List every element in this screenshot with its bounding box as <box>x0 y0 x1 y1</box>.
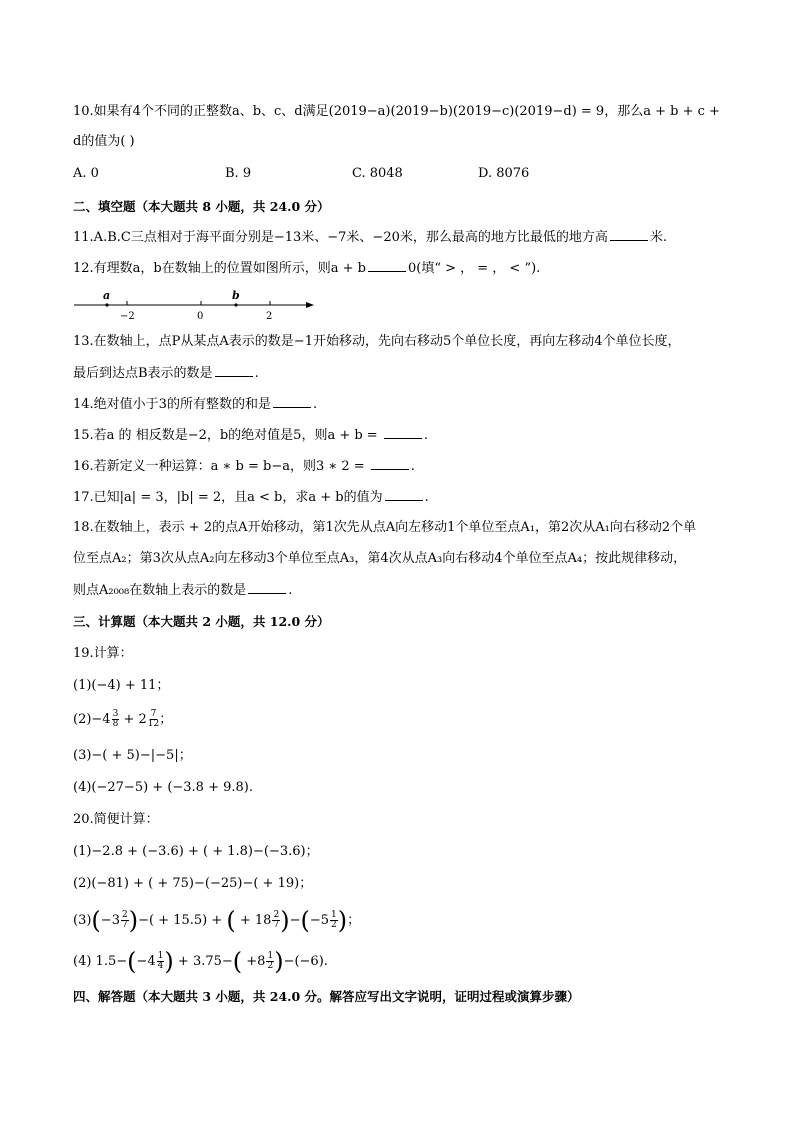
fraction-num: 1 <box>267 951 274 961</box>
paren: ( <box>127 947 137 976</box>
q11-blank <box>610 228 648 241</box>
tick-label-0: 0 <box>197 311 204 322</box>
fraction-den: 7 <box>273 920 280 930</box>
q15-blank <box>384 426 422 439</box>
fraction-num: 3 <box>112 709 119 719</box>
fraction-den: 2 <box>267 961 274 971</box>
tick-label-neg2: −2 <box>120 311 135 322</box>
q10-line1: 10.如果有4个不同的正整数a、b、c、d满足(2019−a)(2019−b)(2019−c)(2019−d) = 9，那么a + b + c + <box>73 104 720 119</box>
q19-title: 19.计算： <box>73 646 133 661</box>
q20-title: 20.简便计算： <box>73 812 159 827</box>
fraction-num: 1 <box>157 951 164 961</box>
fraction-num: 1 <box>331 910 337 920</box>
q11-text: 11.A.B.C三点相对于海平面分别是−13米、−7米、−20米，那么最高的地方比最低的地方高 <box>73 230 608 245</box>
fraction-den: 7 <box>121 920 128 930</box>
q20-part3-c: −( + 15.5) + <box>138 913 227 928</box>
q20-part1: (1)−2.8 + (−3.6) + ( + 1.8)−(−3.6)； <box>73 844 319 859</box>
q19-part2-a: (2)−4 <box>73 712 111 727</box>
q18-blank <box>248 581 286 594</box>
fraction-den: 4 <box>157 961 164 971</box>
q19-part4: (4)(−27−5) + (−3.8 + 9.8). <box>73 780 253 795</box>
q16 <box>73 457 415 476</box>
paren: ) <box>128 906 139 935</box>
section-title-answers: 四、解答题（本大题共 3 小题，共 24.0 分。解答应写出文字说明，证明过程或演算步骤） <box>73 989 580 1004</box>
q10-option-c: C. 8048 <box>352 166 403 181</box>
q17 <box>73 488 429 507</box>
fraction-num: 7 <box>150 709 157 719</box>
paren: ( <box>226 906 236 935</box>
q20-part4-b: −4 <box>136 954 156 969</box>
q14-blank <box>273 395 311 408</box>
q12-suffix: 0(填“ > ， = ， < ”). <box>407 261 541 276</box>
q20-part4-e: −(−6). <box>283 954 328 969</box>
q20-part3-a: (3) <box>73 913 92 928</box>
q17-blank <box>385 488 423 501</box>
q18-text: 则点A₂₀₀₈在数轴上表示的数是 <box>73 583 247 598</box>
q18-suffix: . <box>288 583 293 598</box>
q16-suffix: . <box>410 459 415 474</box>
q12-text: 12.有理数a，b在数轴上的位置如图所示，则a + b <box>73 261 366 276</box>
label-b: b <box>232 289 240 302</box>
q20-part4-a: (4) 1.5− <box>73 954 128 969</box>
q20-part3-d: + 18 <box>235 913 272 928</box>
q19-part3: (3)−( + 5)−|−5|； <box>73 748 192 763</box>
q19-part1: (1)(−4) + 11； <box>73 678 170 693</box>
q11 <box>73 228 667 247</box>
q14 <box>73 395 317 414</box>
q14-suffix: . <box>312 397 318 412</box>
q13-text: 最后到达点B表示的数是 <box>73 366 213 381</box>
point-a <box>105 303 108 306</box>
q12 <box>73 259 540 278</box>
q18-line2: 位至点A₂；第3次从点A₂向左移动3个单位至点A₃，第4次从点A₃向右移动4个单位至点A₄；按此规律移动， <box>73 551 687 566</box>
q15-text: 15.若a 的 相反数是−2，b的绝对值是5，则a + b = <box>73 428 382 443</box>
fraction-num: 2 <box>273 910 280 920</box>
paren: ( <box>91 906 101 935</box>
q18-line3 <box>73 581 292 600</box>
q16-blank <box>371 457 409 470</box>
q16-text: 16.若新定义一种运算：a ∗ b = b−a，则3 ∗ 2 = <box>73 459 369 474</box>
q11-suffix: 米. <box>649 230 668 245</box>
q17-text: 17.已知|a| = 3，|b| = 2，且a < b，求a + b的值为 <box>73 490 383 505</box>
q10-option-a: A. 0 <box>73 166 99 181</box>
q10-option-b: B. 9 <box>225 166 252 181</box>
paren: ) <box>274 947 284 976</box>
q20-part4 <box>73 947 328 976</box>
number-line-figure <box>70 288 320 322</box>
paren: ( <box>232 947 243 976</box>
section-title-calculation: 三、计算题（本大题共 2 小题，共 12.0 分） <box>73 614 330 629</box>
q14-text: 14.绝对值小于3的所有整数的和是 <box>73 397 271 412</box>
q13-line1: 13.在数轴上，点P从某点A表示的数是−1开始移动，先向右移动5个单位长度，再向左移动4个单位长度， <box>73 334 681 349</box>
fraction <box>121 911 129 930</box>
q20-part2: (2)(−81) + ( + 75)−(−25)−( + 19)； <box>73 876 313 891</box>
q18-line1: 18.在数轴上，表示 + 2的点A开始移动，第1次先从点A向左移动1个单位至点A₁，第2次从A₁向右移动2个单 <box>73 520 697 535</box>
tick-label-2: 2 <box>266 311 273 322</box>
q20-part3-e: − <box>289 913 301 928</box>
q20-part3-h: ； <box>347 913 361 928</box>
q19-part2 <box>73 710 172 729</box>
paren: ( <box>300 906 310 935</box>
q20-part4-c: + 3.75− <box>173 954 233 969</box>
number-line-arrow <box>306 302 314 308</box>
q13-suffix: . <box>254 366 259 381</box>
section-title-fill-in: 二、填空题（本大题共 8 小题，共 24.0 分） <box>73 199 330 214</box>
fraction-den: 8 <box>112 719 119 729</box>
q20-part4-d: +8 <box>242 954 266 969</box>
q13-blank <box>215 364 253 377</box>
paren: ) <box>280 906 290 935</box>
point-b <box>234 303 237 306</box>
q10-option-d: D. 8076 <box>478 166 530 181</box>
fraction-num: 2 <box>121 910 128 920</box>
q17-suffix: . <box>424 490 429 505</box>
q19-part2-c: ； <box>159 712 173 727</box>
fraction-den: 2 <box>331 920 337 930</box>
q10-line2: d的值为( ) <box>73 134 135 149</box>
fraction <box>330 911 338 930</box>
q20-part3-g: −5 <box>309 913 330 928</box>
q20-part3-b: −3 <box>100 913 120 928</box>
paren: ) <box>164 947 174 976</box>
paren: ) <box>337 906 348 935</box>
q12-blank <box>368 259 406 272</box>
q15 <box>73 426 428 445</box>
q20-part3 <box>73 906 361 935</box>
q13-line2 <box>73 364 259 383</box>
fraction <box>148 710 159 729</box>
q19-part2-b: + 2 <box>119 712 147 727</box>
q15-suffix: . <box>423 428 428 443</box>
label-a: a <box>103 289 111 302</box>
fraction-den: 12 <box>147 719 160 729</box>
